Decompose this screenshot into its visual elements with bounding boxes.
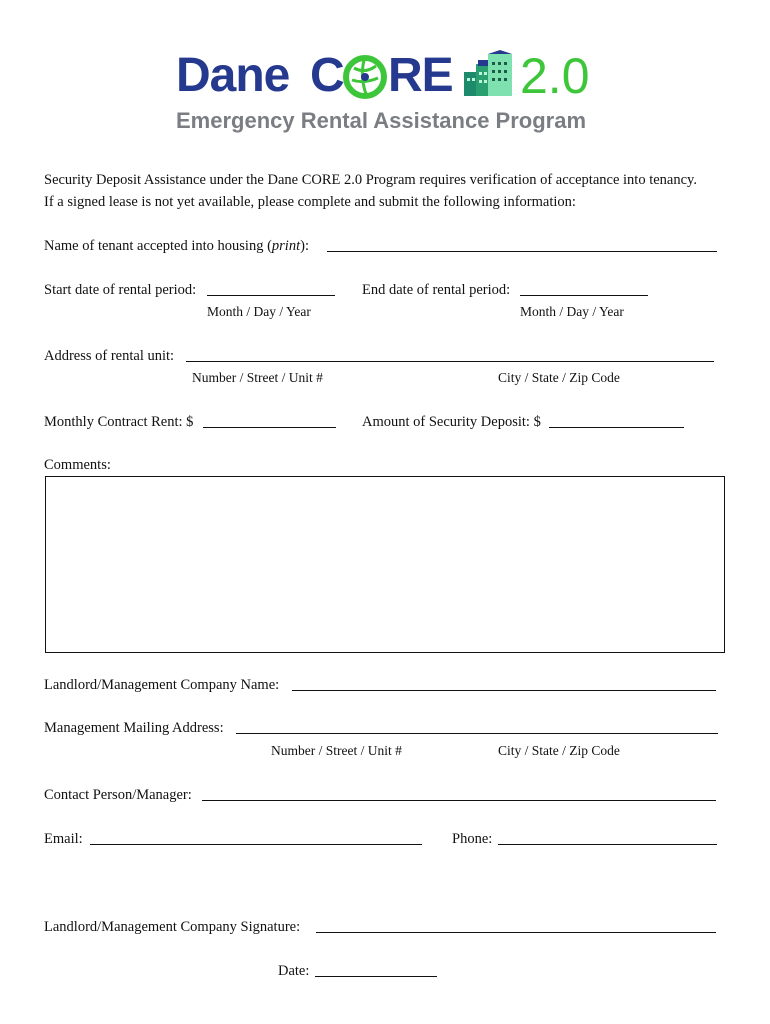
- rental-address-label: Address of rental unit:: [44, 348, 175, 364]
- program-logo: [176, 50, 606, 106]
- mailing-address-label: Management Mailing Address:: [44, 720, 224, 736]
- signature-label: Landlord/Management Company Signature:: [44, 919, 301, 935]
- tenant-name-label-end: ):: [300, 238, 309, 254]
- landlord-name-field[interactable]: [292, 690, 716, 691]
- contact-person-field[interactable]: [202, 800, 716, 801]
- mailing-city-hint: City / State / Zip Code: [498, 743, 620, 758]
- phone-label: Phone:: [452, 831, 493, 847]
- logo-word-re: RE: [388, 49, 453, 102]
- mailing-address-field[interactable]: [236, 733, 718, 734]
- security-deposit-field[interactable]: [549, 427, 684, 428]
- start-date-hint: Month / Day / Year: [207, 304, 311, 319]
- email-field[interactable]: [90, 844, 422, 845]
- globe-icon: [342, 54, 388, 100]
- comments-label: Comments:: [44, 457, 111, 473]
- email-label: Email:: [44, 831, 83, 847]
- mailing-street-hint: Number / Street / Unit #: [271, 743, 402, 758]
- security-deposit-label: Amount of Security Deposit: $: [362, 414, 541, 430]
- rental-city-hint: City / State / Zip Code: [498, 370, 620, 385]
- city-buildings-icon: [464, 50, 514, 100]
- logo-word-c: C: [310, 49, 344, 102]
- tenant-name-label-print: print: [271, 238, 301, 254]
- end-date-field[interactable]: [520, 295, 648, 296]
- date-field[interactable]: [315, 976, 437, 977]
- intro-line-1: Security Deposit Assistance under the Dane CORE 2.0 Program requires verification of acceptance into tenancy.: [44, 172, 697, 188]
- end-date-hint: Month / Day / Year: [520, 304, 624, 319]
- logo-version: 2.0: [520, 48, 590, 104]
- logo-word-dane: Dane: [176, 49, 290, 102]
- start-date-field[interactable]: [207, 295, 335, 296]
- tenant-name-label: [44, 237, 309, 255]
- phone-field[interactable]: [498, 844, 717, 845]
- comments-box[interactable]: [45, 476, 725, 653]
- landlord-name-label: Landlord/Management Company Name:: [44, 677, 280, 693]
- date-label: Date:: [278, 963, 310, 979]
- start-date-label: Start date of rental period:: [44, 282, 197, 298]
- rental-address-field[interactable]: [186, 361, 714, 362]
- tenant-name-field[interactable]: [327, 251, 717, 252]
- program-subtitle: Emergency Rental Assistance Program: [176, 108, 587, 133]
- rental-street-hint: Number / Street / Unit #: [192, 370, 323, 385]
- intro-line-2: If a signed lease is not yet available, please complete and submit the following information:: [44, 194, 576, 210]
- monthly-rent-field[interactable]: [203, 427, 336, 428]
- signature-field[interactable]: [316, 932, 716, 933]
- contact-person-label: Contact Person/Manager:: [44, 787, 192, 803]
- end-date-label: End date of rental period:: [362, 282, 511, 298]
- monthly-rent-label: Monthly Contract Rent: $: [44, 414, 194, 430]
- tenant-name-label-text: Name of tenant accepted into housing (: [44, 238, 272, 254]
